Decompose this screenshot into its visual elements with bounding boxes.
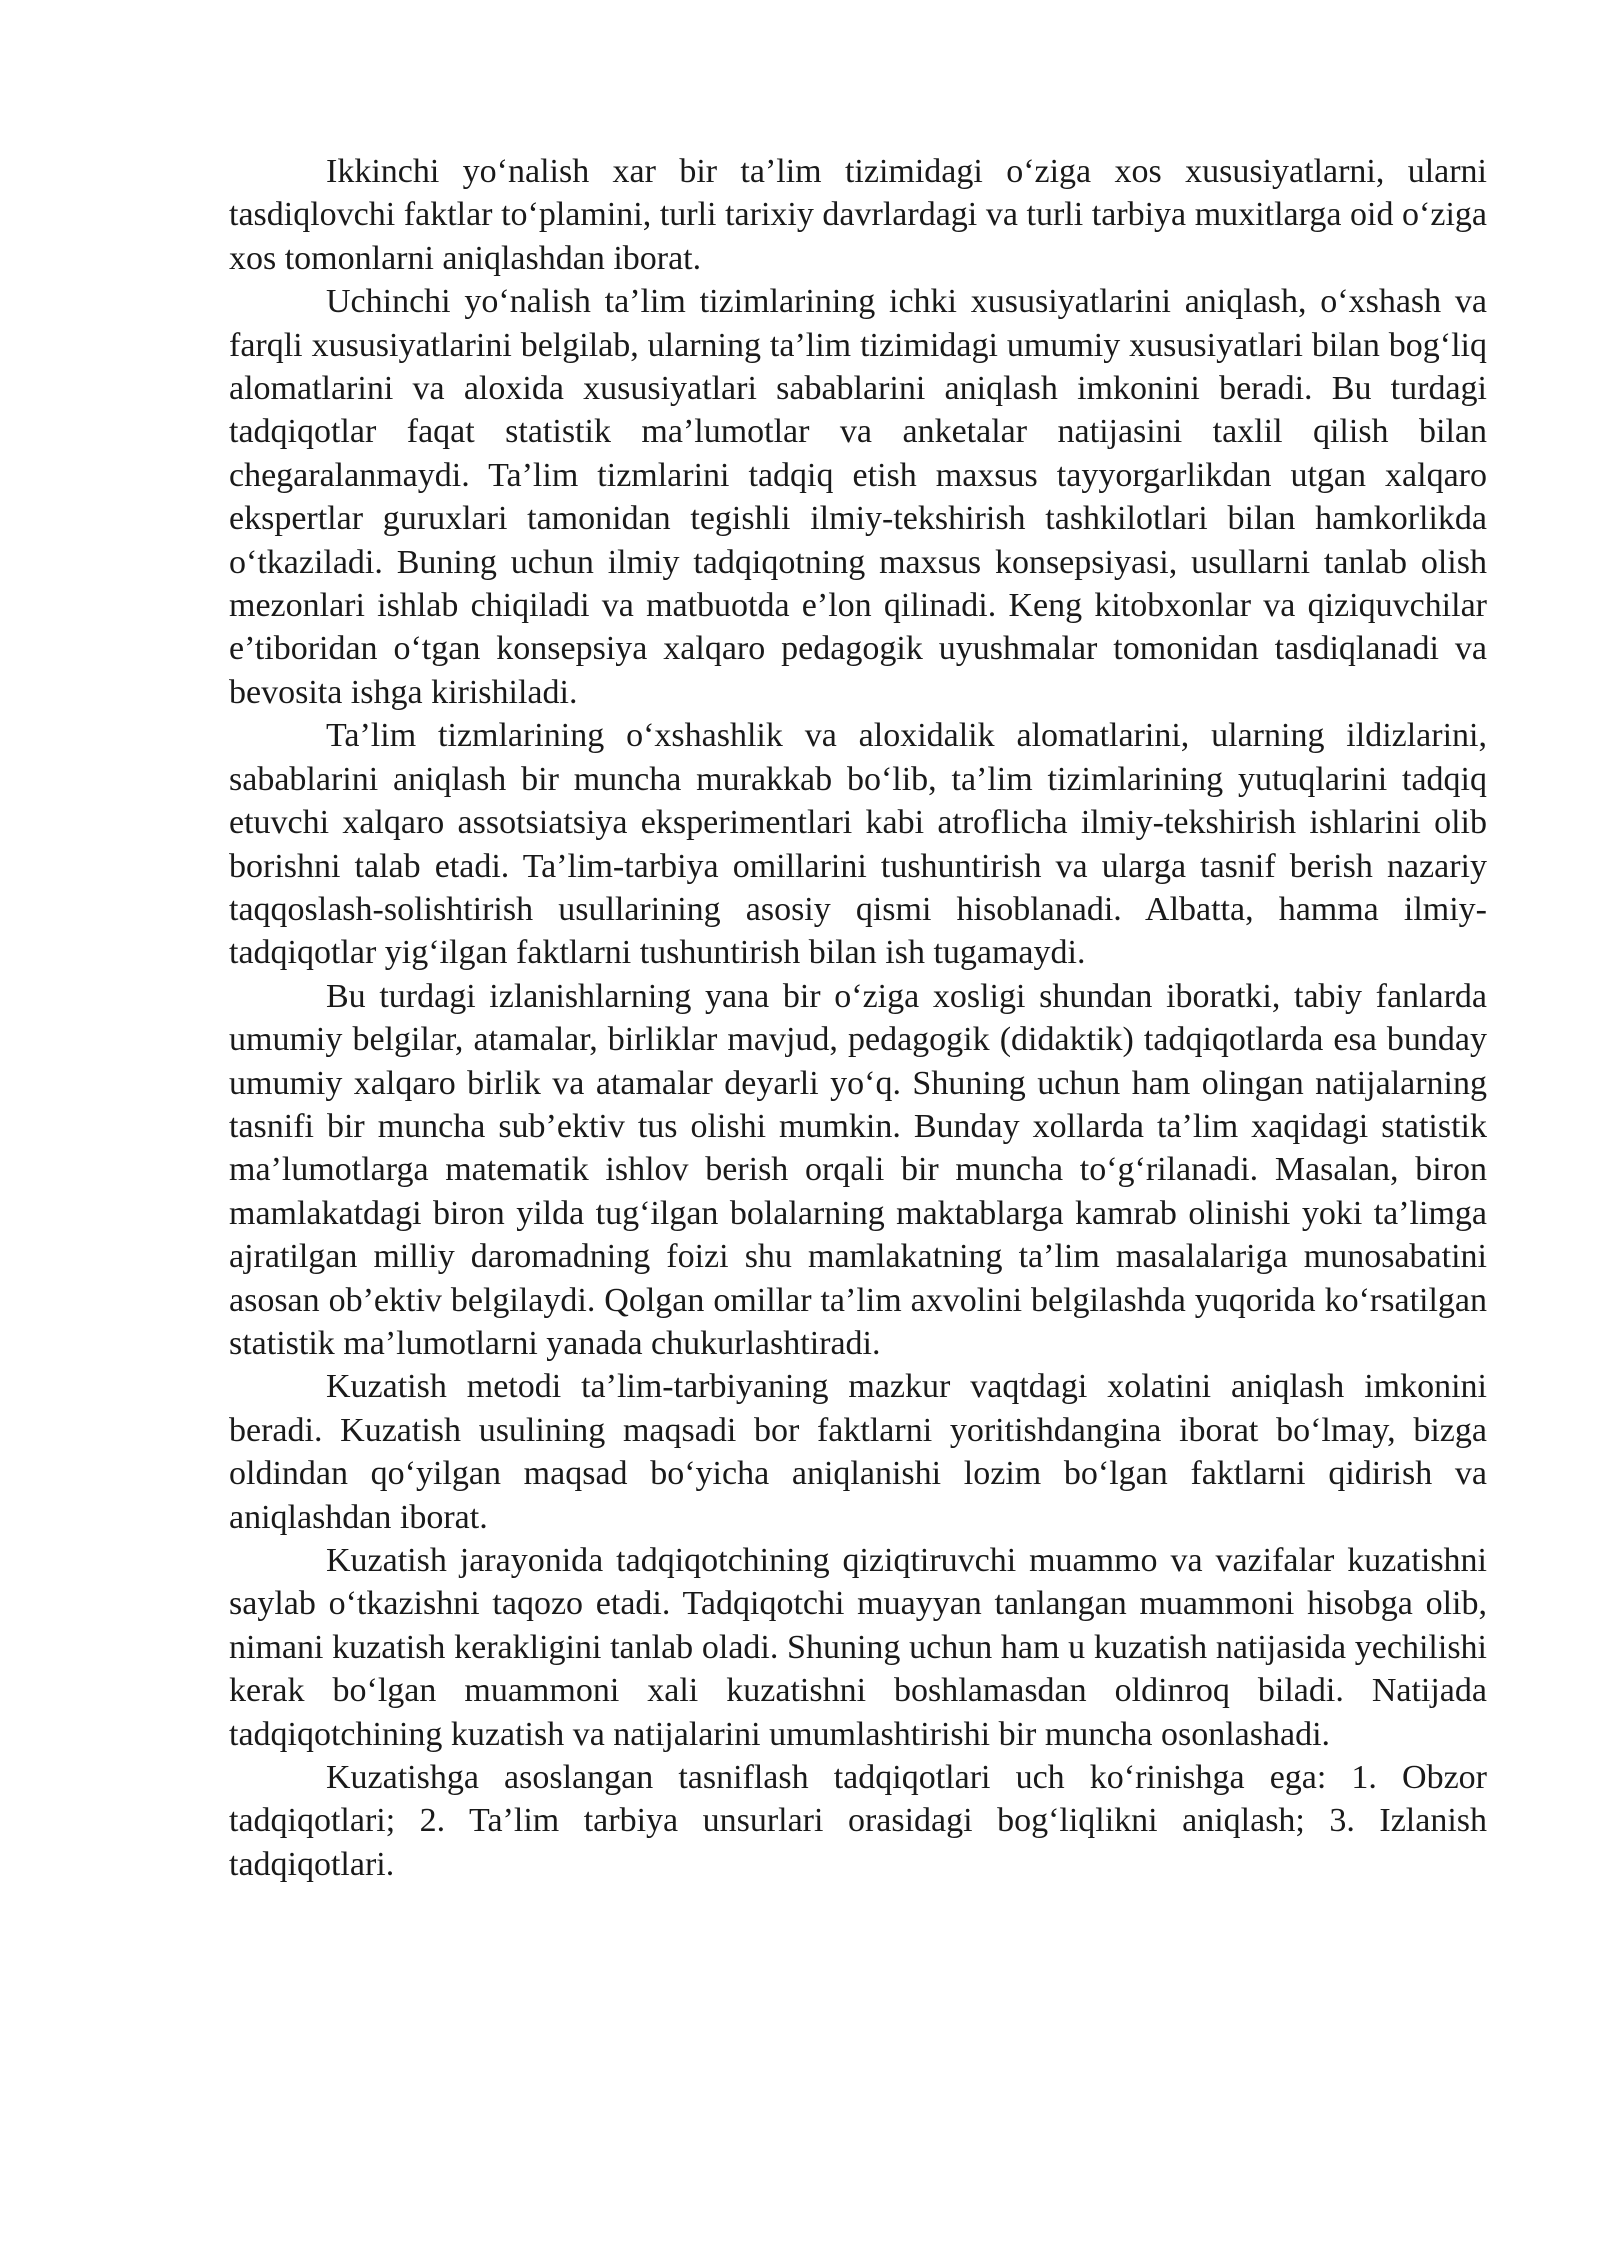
paragraph-7: Kuzatishga asoslangan tasniflash tadqiqotlari uch ko‘rinishga ega: 1. Obzor tadqiqotlari; 2. Ta’lim tarbiya unsurlari orasidagi bog‘liqlikni aniqlash; 3. Izlanish tadqiqotlari. (229, 1759, 1487, 1883)
paragraph-2: Uchinchi yo‘nalish ta’lim tizimlarining ichki xususiyatlarini aniqlash, o‘xshash va farqli xususiyatlarini belgilab, ularning ta’lim tizimidagi umumiy xususiyatlari bilan bog‘liq alomatlarini va aloxida xususiyatlari sabablarini aniqlash imkonini beradi. Bu turdagi tadqiqotlar faqat statistik ma’lumotlar va anketalar natijasini taxlil qilish bilan chegaralanmaydi. Ta’lim tizmlarini tadqiq etish maxsus tayyorgarlikdan utgan xalqaro ekspertlar guruxlari tamonidan tegishli ilmiy-tekshirish tashkilotlari bilan hamkorlikda o‘tkaziladi. Buning uchun ilmiy tadqiqotning maxsus konsepsiyasi, usullarni tanlab olish mezonlari ishlab chiqiladi va matbuotda e’lon qilinadi. Keng kitobxonlar va qiziquvchilar e’tiboridan o‘tgan konsepsiya xalqaro pedagogik uyushmalar tomonidan tasdiqlanadi va bevosita ishga kirishiladi. (229, 283, 1487, 711)
paragraph-6: Kuzatish jarayonida tadqiqotchining qiziqtiruvchi muammo va vazifalar kuzatishni saylab o‘tkazishni taqozo etadi. Tadqiqotchi muayyan tanlangan muammoni hisobga olib, nimani kuzatish kerakligini tanlab oladi. Shuning uchun ham u kuzatish natijasida yechilishi kerak bo‘lgan muammoni xali kuzatishni boshlamasdan oldinroq biladi. Natijada tadqiqotchining kuzatish va natijalarini umumlashtirishi bir muncha osonlashadi. (229, 1542, 1487, 1753)
paragraph-3: Ta’lim tizmlarining o‘xshashlik va aloxidalik alomatlarini, ularning ildizlarini, sabablarini aniqlash bir muncha murakkab bo‘lib, ta’lim tizimlarining yutuqlarini tadqiq etuvchi xalqaro assotsiatsiya eksperimentlari kabi atroflicha ilmiy-tekshirish ishlarini olib borishni talab etadi. Ta’lim-tarbiya omillarini tushuntirish va ularga tasnif berish nazariy taqqoslash-solishtirish usullarining asosiy qismi hisoblanadi. Albatta, hamma ilmiy-tadqiqotlar yig‘ilgan faktlarni tushuntirish bilan ish tugamaydi. (229, 717, 1487, 972)
paragraph-4: Bu turdagi izlanishlarning yana bir o‘ziga xosligi shundan iboratki, tabiy fanlarda umumiy belgilar, atamalar, birliklar mavjud, pedagogik (didaktik) tadqiqotlarda esa bunday umumiy xalqaro birlik va atamalar deyarli yo‘q. Shuning uchun ham olingan natijalarning tasnifi bir muncha sub’ektiv tus olishi mumkin. Bunday xollarda ta’lim xaqidagi statistik ma’lumotlarga matematik ishlov berish orqali bir muncha to‘g‘rilanadi. Masalan, biron mamlakatdagi biron yilda tug‘ilgan bolalarning maktablarga kamrab olinishi yoki ta’limga ajratilgan milliy daromadning foizi shu mamlakatning ta’lim masalalariga munosabatini asosan ob’ektiv belgilaydi. Qolgan omillar ta’lim axvolini belgilashda yuqorida ko‘rsatilgan statistik ma’lumotlarni yanada chukurlashtiradi. (229, 977, 1487, 1362)
paragraph-5: Kuzatish metodi ta’lim-tarbiyaning mazkur vaqtdagi xolatini aniqlash imkonini beradi. Kuzatish usulining maqsadi bor faktlarni yoritishdangina iborat bo‘lmay, bizga oldindan qo‘yilgan maqsad bo‘yicha aniqlanishi lozim bo‘lgan faktlarni qidirish va aniqlashdan iborat. (229, 1368, 1487, 1536)
document-page (229, 150, 1487, 1886)
paragraph-1: Ikkinchi yo‘nalish xar bir ta’lim tizimidagi o‘ziga xos xususiyatlarni, ularni tasdiqlovchi faktlar to‘plamini, turli tarixiy davrlardagi va turli tarbiya muxitlarga oid o‘ziga xos tomonlarni aniqlashdan iborat. (229, 153, 1487, 277)
